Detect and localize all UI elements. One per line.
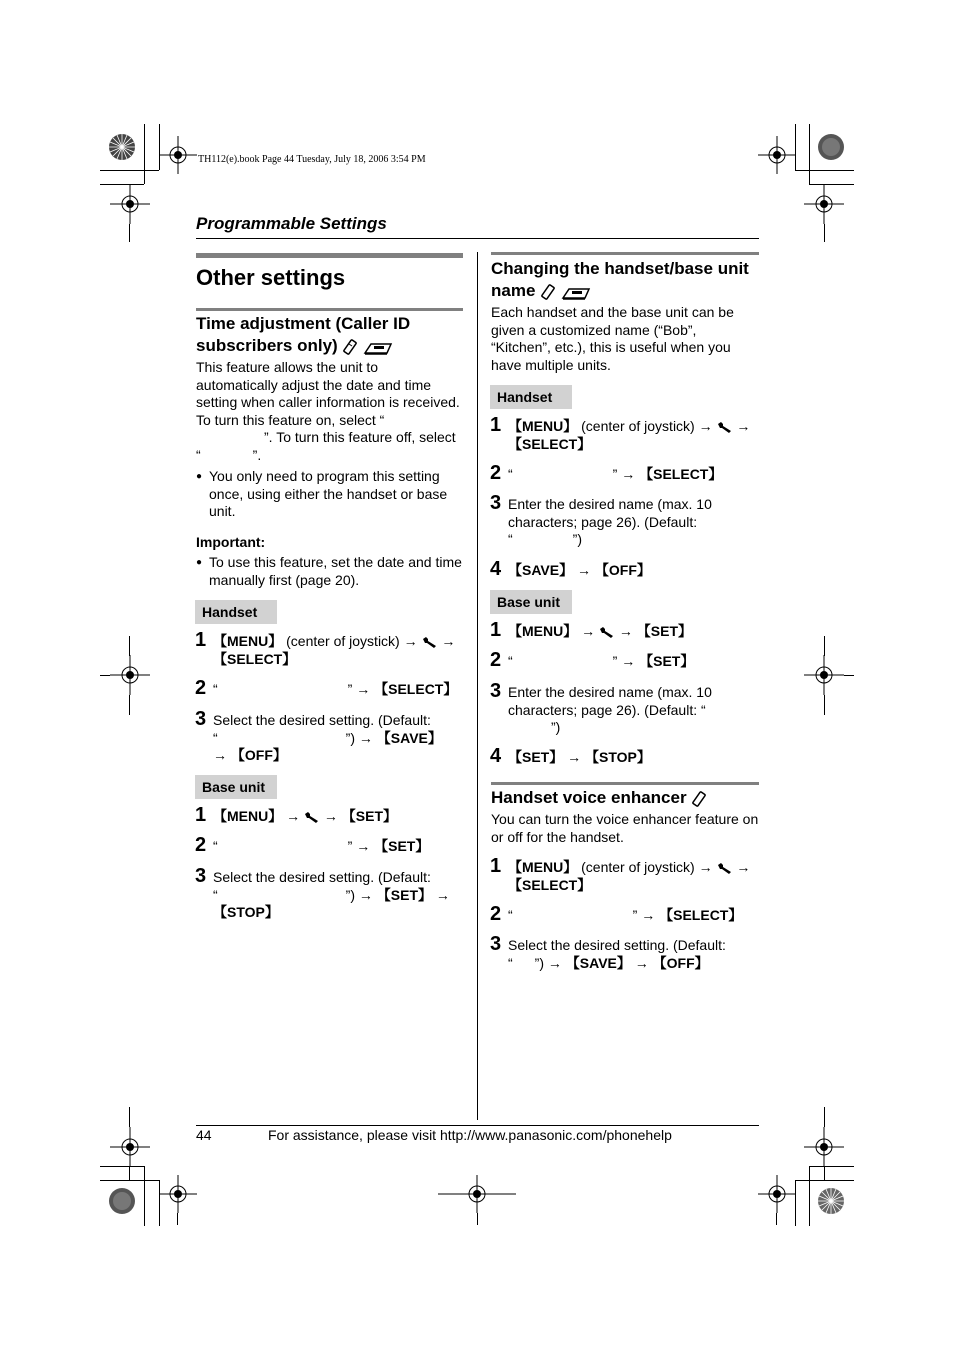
stop-key: 【STOP】 <box>585 749 651 765</box>
select-key: 【SELECT】 <box>213 650 297 667</box>
footer-rule <box>196 1125 759 1126</box>
crop-mark <box>129 1107 130 1127</box>
select-key: 【SELECT】 <box>374 681 458 697</box>
bullet-icon: ● <box>196 471 203 482</box>
title-bar <box>196 253 463 258</box>
heading-text: subscribers only) <box>196 336 338 355</box>
step-number: 1 <box>490 619 502 641</box>
close-quote: ”) <box>345 729 355 746</box>
text-line <box>213 730 468 748</box>
base-unit-tag: Base unit <box>490 590 572 614</box>
arrow-icon: → <box>698 859 713 875</box>
step-number: 4 <box>490 745 502 767</box>
close-quote: ” <box>612 653 618 669</box>
registration-starburst-icon <box>817 1187 845 1215</box>
crop-mark <box>129 1167 130 1181</box>
arrow-icon: → <box>641 907 656 923</box>
step-number: 3 <box>195 865 207 887</box>
step-3 <box>508 496 763 549</box>
arrow-icon: → <box>618 623 633 639</box>
crop-mark <box>824 636 825 656</box>
heading-line <box>491 280 749 302</box>
text-line <box>196 447 466 465</box>
crosshair-target-icon <box>758 1175 796 1213</box>
open-quote: “ <box>213 681 218 697</box>
close-quote: ” <box>632 907 638 923</box>
open-quote: “ <box>213 886 218 903</box>
handset-tag: Handset <box>195 600 277 624</box>
wrench-icon <box>717 862 733 874</box>
important-note <box>196 554 466 589</box>
text-line: have multiple units. <box>491 356 611 373</box>
step-number: 2 <box>490 903 502 925</box>
step-3 <box>213 712 468 765</box>
name-change-heading <box>491 258 749 302</box>
section-title: Programmable Settings <box>196 214 387 233</box>
text-line: or off for the handset. <box>491 828 624 845</box>
step-4 <box>508 562 763 580</box>
text-fragment: “ <box>196 446 201 463</box>
step-number: 1 <box>195 804 207 826</box>
text-line <box>508 719 763 737</box>
text-line: once, using either the handset or base <box>209 485 448 502</box>
close-quote: ”) <box>345 886 355 903</box>
step-1 <box>213 633 468 668</box>
text-line: Select the desired setting. (Default: <box>213 712 431 728</box>
text-line: unit. <box>209 503 236 519</box>
step-number: 2 <box>490 462 502 484</box>
heading-line: Time adjustment (Caller ID <box>196 314 411 333</box>
step-1 <box>508 859 763 894</box>
text-line: given a customized name (“Bob”, <box>491 321 697 338</box>
crop-mark <box>129 224 130 242</box>
step-3 <box>508 937 763 972</box>
footer-assistance-text: For assistance, please visit http://www.panasonic.com/phonehelp <box>268 1127 672 1143</box>
crop-mark <box>477 1213 478 1225</box>
step-3 <box>508 684 763 737</box>
select-key: 【SELECT】 <box>508 435 592 452</box>
off-key: 【OFF】 <box>652 954 709 971</box>
page-title: Other settings <box>196 265 346 290</box>
heading-text: Handset voice enhancer <box>491 788 687 807</box>
set-key: 【SET】 <box>636 623 693 639</box>
heading-rule <box>196 308 463 311</box>
time-adjustment-heading <box>196 313 410 357</box>
arrow-icon: → <box>441 633 456 649</box>
menu-key: 【MENU】 <box>213 633 283 649</box>
crosshair-target-icon <box>110 655 150 695</box>
set-key: 【SET】 <box>374 838 430 854</box>
step-text: (center of joystick) <box>581 859 695 875</box>
crop-mark <box>100 675 110 676</box>
open-quote: “ <box>508 653 513 669</box>
step-number: 1 <box>490 855 502 877</box>
text-line: “Kitchen”, etc.), this is useful when you <box>491 339 731 355</box>
text-line <box>508 531 763 549</box>
crop-mark <box>824 695 825 715</box>
close-quote: ” <box>612 466 618 482</box>
arrow-icon: → <box>213 747 227 763</box>
text-line: To use this feature, set the date and time <box>209 554 462 570</box>
arrow-icon: → <box>356 838 371 854</box>
step-text: (center of joystick) <box>581 418 695 434</box>
registration-starburst-icon <box>108 133 136 161</box>
step-number: 2 <box>195 834 207 856</box>
arrow-icon: → <box>698 418 713 434</box>
crop-mark <box>177 1213 178 1225</box>
arrow-icon: → <box>736 859 751 875</box>
step-number: 3 <box>195 708 207 730</box>
step-2 <box>508 907 763 925</box>
name-change-description <box>491 304 761 374</box>
text-line <box>213 747 468 765</box>
close-quote: ” <box>347 681 353 697</box>
registration-gray-circle-icon <box>817 133 845 161</box>
text-fragment: ”. <box>252 446 262 463</box>
step-2 <box>213 838 468 856</box>
column-divider <box>477 252 478 1120</box>
text-line: To turn this feature on, select “ <box>196 411 385 428</box>
text-line: setting when caller information is received. <box>196 394 460 410</box>
arrow-icon: → <box>358 886 373 903</box>
heading-text: name <box>491 281 536 300</box>
wrench-icon <box>717 421 733 433</box>
page-number: 44 <box>196 1127 212 1143</box>
set-key: 【SET】 <box>508 749 564 765</box>
print-slug: TH112(e).book Page 44 Tuesday, July 18, 2006 3:54 PM <box>198 154 426 165</box>
crosshair-target-icon <box>804 655 844 695</box>
arrow-icon: → <box>736 418 751 434</box>
registration-gray-circle-icon <box>108 1187 136 1215</box>
set-key: 【SET】 <box>639 653 695 669</box>
text-line: Enter the desired name (max. 10 <box>508 684 712 700</box>
arrow-icon: → <box>581 623 596 639</box>
open-quote: “ <box>213 729 218 746</box>
crosshair-target-icon <box>110 1127 150 1167</box>
menu-key: 【MENU】 <box>508 623 578 639</box>
step-number: 2 <box>490 649 502 671</box>
menu-key: 【MENU】 <box>508 418 578 434</box>
text-line: Select the desired setting. (Default: <box>213 869 431 885</box>
text-line: characters; page 26). (Default: “ <box>508 701 706 718</box>
close-quote: ”) <box>551 719 561 735</box>
handset-tag: Handset <box>490 385 572 409</box>
heading-line: Changing the handset/base unit <box>491 259 749 278</box>
close-quote: ”) <box>534 954 544 971</box>
crosshair-target-icon <box>159 136 197 174</box>
crop-mark <box>824 1107 825 1127</box>
crosshair-target-icon <box>159 1175 197 1213</box>
voice-enhancer-heading <box>491 787 707 809</box>
crop-mark <box>144 1166 145 1226</box>
heading-rule <box>491 252 759 255</box>
text-line: Select the desired setting. (Default: <box>508 937 726 953</box>
off-key: 【OFF】 <box>230 747 287 763</box>
header-rule <box>196 238 759 239</box>
heading-rule <box>491 782 759 785</box>
crop-mark <box>824 224 825 242</box>
crop-mark <box>809 124 810 184</box>
arrow-icon: → <box>286 808 301 824</box>
crop-mark <box>809 1166 810 1226</box>
text-line <box>508 955 763 973</box>
step-2 <box>508 653 763 671</box>
text-line: Enter the desired name (max. 10 <box>508 496 712 512</box>
wrench-icon <box>304 811 320 823</box>
open-quote: “ <box>508 954 513 971</box>
arrow-icon: → <box>547 954 562 971</box>
stop-key: 【STOP】 <box>213 904 279 920</box>
step-1 <box>508 623 763 641</box>
save-key: 【SAVE】 <box>508 562 574 578</box>
arrow-icon: → <box>356 681 371 697</box>
text-line: Each handset and the base unit can be <box>491 304 734 320</box>
text-line <box>213 904 468 922</box>
arrow-icon: → <box>621 466 636 482</box>
step-number: 3 <box>490 492 502 514</box>
handset-icon <box>691 791 707 807</box>
save-key: 【SAVE】 <box>376 729 442 746</box>
open-quote: “ <box>508 907 513 923</box>
bullet-icon: ● <box>196 557 203 568</box>
text-line <box>213 887 468 905</box>
handset-icon <box>342 339 358 355</box>
arrow-icon: → <box>576 562 591 578</box>
open-quote: “ <box>213 838 218 854</box>
arrow-icon: → <box>621 653 636 669</box>
step-3 <box>213 869 468 922</box>
text-line: You only need to program this setting <box>209 468 440 484</box>
crop-mark <box>144 124 145 184</box>
open-quote: “ <box>508 531 513 547</box>
crop-mark <box>844 675 854 676</box>
set-key: 【SET】 <box>341 808 398 824</box>
step-number: 1 <box>490 414 502 436</box>
crosshair-target-icon <box>804 1127 844 1167</box>
text-line: You can turn the voice enhancer feature on <box>491 811 759 827</box>
crosshair-target-icon <box>758 136 796 174</box>
step-1 <box>213 808 468 826</box>
step-number: 2 <box>195 677 207 699</box>
text-line: automatically adjust the date and time <box>196 376 432 393</box>
base-unit-tag: Base unit <box>195 775 277 799</box>
crosshair-target-icon <box>804 184 844 224</box>
crosshair-target-icon <box>110 184 150 224</box>
wrench-icon <box>599 626 615 638</box>
handset-icon <box>540 284 556 300</box>
text-line: characters; page 26). (Default: <box>508 513 698 530</box>
text-line: manually first (page 20). <box>209 571 360 588</box>
close-quote: ” <box>347 838 353 854</box>
step-text: (center of joystick) <box>286 633 400 649</box>
off-key: 【OFF】 <box>594 562 651 578</box>
base-unit-icon <box>363 339 393 355</box>
select-key: 【SELECT】 <box>639 466 723 482</box>
wrench-icon <box>422 636 438 648</box>
important-label: Important: <box>196 534 266 550</box>
step-number: 4 <box>490 558 502 580</box>
time-adjustment-description <box>196 359 466 464</box>
step-2 <box>508 466 763 484</box>
arrow-icon: → <box>567 749 582 765</box>
step-2 <box>213 681 468 699</box>
crop-mark <box>129 695 130 715</box>
step-4 <box>508 749 763 767</box>
step-number: 1 <box>195 629 207 651</box>
text-line: This feature allows the unit to <box>196 359 379 375</box>
arrow-icon: → <box>634 954 649 971</box>
close-quote: ”) <box>572 531 582 547</box>
select-key: 【SELECT】 <box>659 907 743 923</box>
step-number: 3 <box>490 680 502 702</box>
open-quote: “ <box>508 466 513 482</box>
step-number: 3 <box>490 933 502 955</box>
crop-mark <box>129 636 130 656</box>
arrow-icon: → <box>435 886 450 903</box>
crop-mark <box>100 170 159 171</box>
crosshair-target-icon <box>438 1175 516 1213</box>
text-line: ”. To turn this feature off, select <box>264 429 456 445</box>
menu-key: 【MENU】 <box>508 859 578 875</box>
bullet-note <box>196 468 466 521</box>
heading-line <box>196 335 410 357</box>
menu-key: 【MENU】 <box>213 808 283 824</box>
set-key: 【SET】 <box>376 886 433 903</box>
arrow-icon: → <box>358 729 373 746</box>
select-key: 【SELECT】 <box>508 876 592 893</box>
crop-mark <box>776 1213 777 1225</box>
step-1 <box>508 418 763 453</box>
arrow-icon: → <box>403 633 418 649</box>
save-key: 【SAVE】 <box>565 954 631 971</box>
crop-mark <box>824 1167 825 1181</box>
voice-enhancer-description <box>491 811 761 846</box>
crop-mark <box>795 170 854 171</box>
arrow-icon: → <box>323 808 338 824</box>
base-unit-icon <box>561 284 591 300</box>
